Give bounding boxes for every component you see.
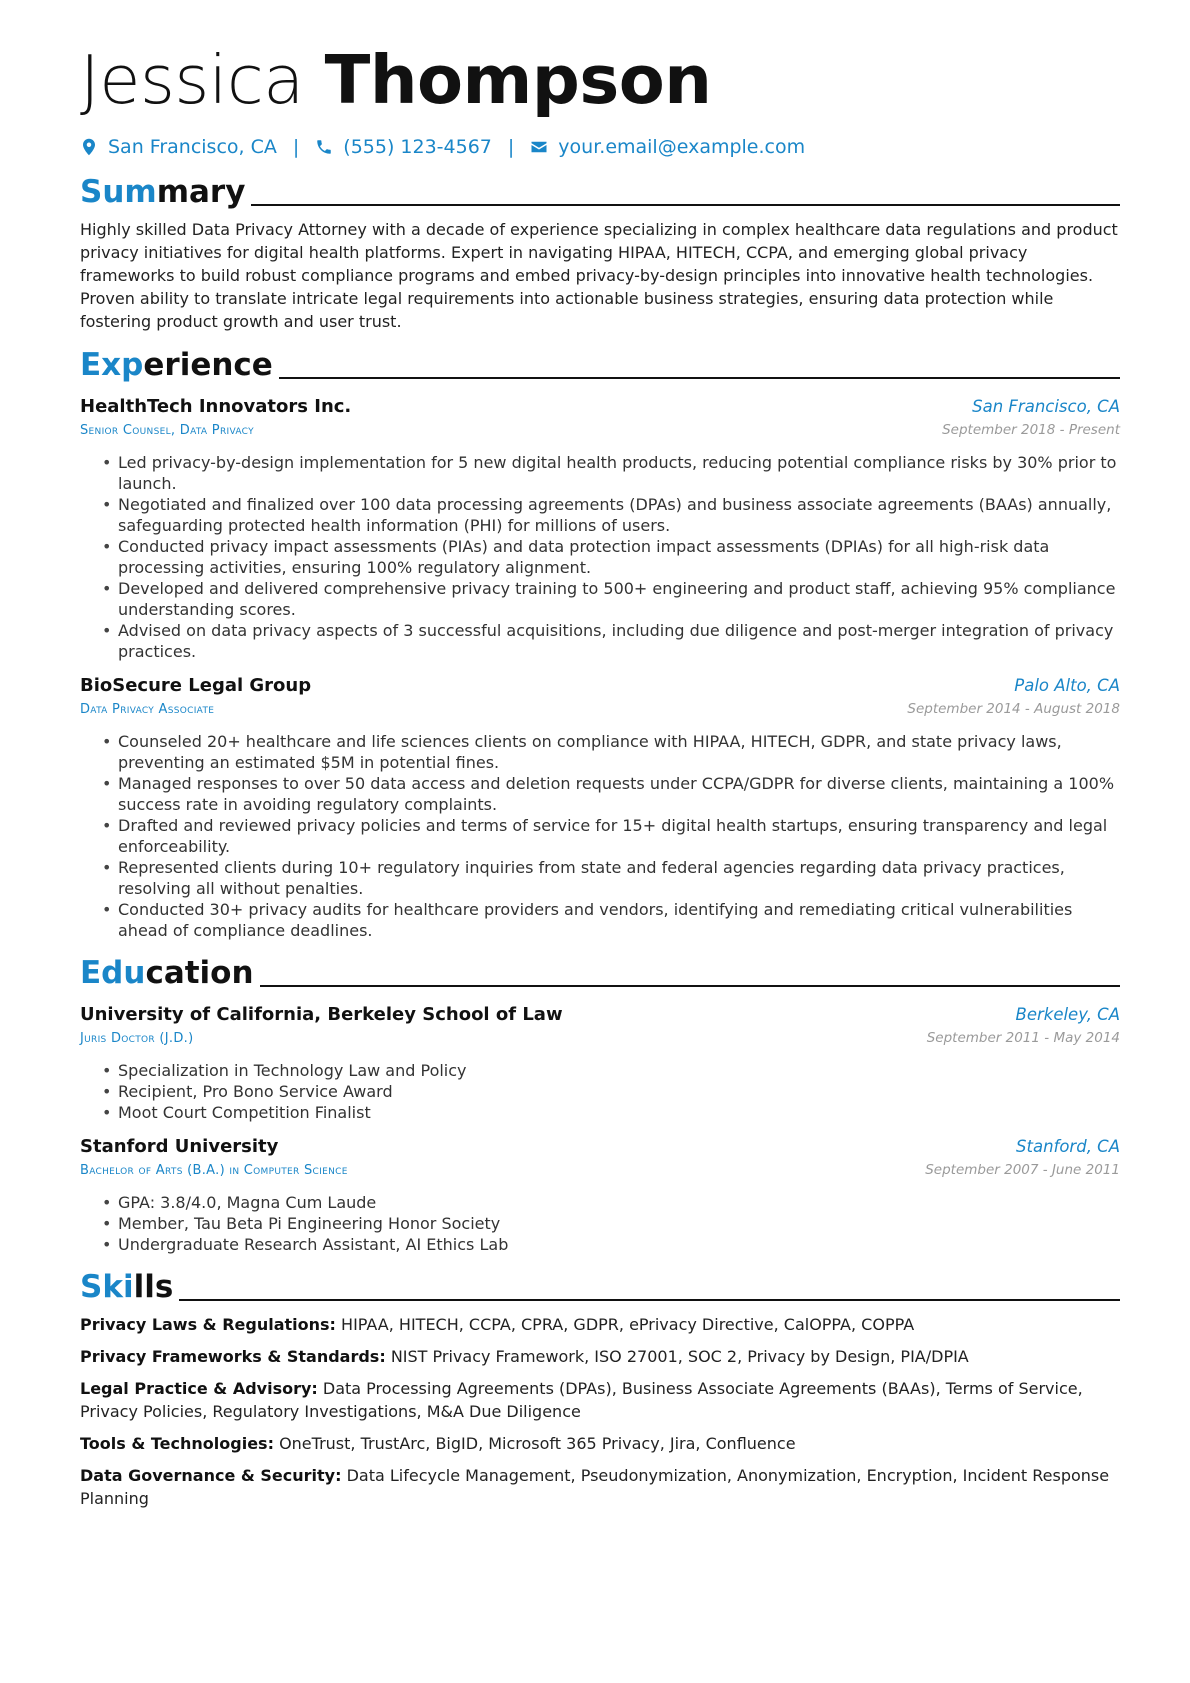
bullet-list [80, 452, 1120, 662]
entry-dates: September 2011 - May 2014 [926, 1030, 1120, 1046]
entry-location: San Francisco, CA [972, 397, 1120, 416]
resume-content [80, 40, 1120, 1519]
skills-list [80, 1313, 1120, 1510]
skill-value: OneTrust, TrustArc, BigID, Microsoft 365 Privacy, Jira, Confluence [279, 1434, 796, 1453]
list-item: • Developed and delivered comprehensive privacy training to 500+ engineering and product staff, achieving 95% compliance understanding scores. [118, 578, 1120, 620]
list-item: • Moot Court Competition Finalist [118, 1102, 1120, 1123]
school-name: University of California, Berkeley School of Law [80, 1004, 563, 1025]
section-rule [251, 204, 1120, 206]
skill-row [80, 1377, 1120, 1423]
skill-label: Privacy Frameworks & Standards: [80, 1347, 386, 1366]
degree: Juris Doctor (J.D.) [80, 1031, 194, 1046]
skill-row [80, 1432, 1120, 1455]
education-entry [80, 1135, 1120, 1255]
employer-name: HealthTech Innovators Inc. [80, 396, 352, 417]
education-heading [80, 955, 1120, 991]
last-name: Thompson [324, 41, 712, 119]
phone-icon [315, 138, 333, 156]
section-title [80, 1269, 173, 1305]
location-text: San Francisco, CA [108, 136, 277, 158]
list-item: • Negotiated and finalized over 100 data processing agreements (DPAs) and business associate agreements (BAAs) annually, safeguarding protected health information (PHI) for millions of users. [118, 494, 1120, 536]
phone-text: (555) 123-4567 [343, 136, 492, 158]
contact-phone[interactable] [315, 134, 492, 160]
skill-label: Tools & Technologies: [80, 1434, 274, 1453]
list-item: • Recipient, Pro Bono Service Award [118, 1081, 1120, 1102]
contact-line [80, 134, 1120, 160]
skill-value: Data Processing Agreements (DPAs), Business Associate Agreements (BAAs), Terms of Service, Privacy Policies, Regulatory Investigations, M&A Due Diligence [80, 1379, 1083, 1421]
experience-heading [80, 347, 1120, 383]
skills-heading [80, 1269, 1120, 1305]
list-item: • GPA: 3.8/4.0, Magna Cum Laude [118, 1192, 1120, 1213]
entry-location: Palo Alto, CA [1014, 676, 1120, 695]
skill-value: HIPAA, HITECH, CCPA, CPRA, GDPR, ePrivacy Directive, CalOPPA, COPPA [341, 1315, 915, 1334]
title-rest: erience [143, 347, 273, 383]
list-item: • Conducted 30+ privacy audits for healthcare providers and vendors, identifying and remediating critical vulnerabilities ahead of compliance deadlines. [118, 899, 1120, 941]
contact-separator: | [507, 136, 515, 158]
entry-dates: September 2014 - August 2018 [907, 701, 1120, 717]
entry-dates: September 2018 - Present [942, 422, 1120, 438]
skill-value: Data Lifecycle Management, Pseudonymization, Anonymization, Encryption, Incident Response Planning [80, 1466, 1110, 1508]
list-item: • Specialization in Technology Law and Policy [118, 1060, 1120, 1081]
title-accent: Edu [80, 955, 146, 991]
first-name: Jessica [80, 41, 304, 119]
skill-row [80, 1464, 1120, 1510]
skill-label: Data Governance & Security: [80, 1466, 342, 1485]
section-title [80, 955, 254, 991]
list-item: • Advised on data privacy aspects of 3 successful acquisitions, including due diligence and post-merger integration of privacy practices. [118, 620, 1120, 662]
summary-heading [80, 174, 1120, 210]
bullet-list [80, 1192, 1120, 1255]
title-rest: mary [156, 174, 246, 210]
envelope-icon [530, 138, 548, 156]
entry-location: Stanford, CA [1016, 1137, 1120, 1156]
employer-name: BioSecure Legal Group [80, 675, 312, 696]
experience-entry [80, 674, 1120, 941]
education-entry [80, 1003, 1120, 1123]
list-item: • Led privacy-by-design implementation for 5 new digital health products, reducing potential compliance risks by 30% prior to launch. [118, 452, 1120, 494]
section-title [80, 174, 245, 210]
degree: Bachelor of Arts (B.A.) in Computer Science [80, 1163, 348, 1178]
school-name: Stanford University [80, 1136, 279, 1157]
list-item: • Member, Tau Beta Pi Engineering Honor Society [118, 1213, 1120, 1234]
contact-separator: | [292, 136, 300, 158]
skill-label: Legal Practice & Advisory: [80, 1379, 318, 1398]
experience-entry [80, 395, 1120, 662]
map-pin-icon [80, 138, 98, 156]
job-title: Data Privacy Associate [80, 702, 215, 717]
list-item: • Counseled 20+ healthcare and life sciences clients on compliance with HIPAA, HITECH, GDPR, and state privacy laws, preventing an estimated $5M in potential fines. [118, 731, 1120, 773]
section-title [80, 347, 273, 383]
title-accent: Exp [80, 347, 144, 383]
title-rest: lls [133, 1269, 174, 1305]
email-link[interactable]: your.email@example.com [558, 136, 806, 158]
summary-text: Highly skilled Data Privacy Attorney with a decade of experience specializing in complex healthcare data regulations and product privacy initiatives for digital health platforms. Expert in navigating HIPAA, HITECH, CCPA, and emerging global privacy frameworks to build robust compliance programs and embed privacy-by-design principles into innovative health technologies. Proven ability to translate intricate legal requirements into actionable business strategies, ensuring data protection while fostering product growth and user trust. [80, 220, 1118, 331]
skill-row [80, 1313, 1120, 1336]
bullet-list [80, 1060, 1120, 1123]
section-rule [279, 377, 1120, 379]
job-title: Senior Counsel, Data Privacy [80, 423, 254, 438]
title-accent: Sum [80, 174, 157, 210]
list-item: • Drafted and reviewed privacy policies and terms of service for 15+ digital health startups, ensuring transparency and legal enforceability. [118, 815, 1120, 857]
skill-label: Privacy Laws & Regulations: [80, 1315, 336, 1334]
section-rule [260, 985, 1120, 987]
section-rule [179, 1299, 1120, 1301]
title-rest: cation [145, 955, 254, 991]
list-item: • Undergraduate Research Assistant, AI Ethics Lab [118, 1234, 1120, 1255]
skill-value: NIST Privacy Framework, ISO 27001, SOC 2, Privacy by Design, PIA/DPIA [390, 1347, 969, 1366]
contact-email[interactable] [530, 134, 805, 160]
skill-row [80, 1345, 1120, 1368]
entry-location: Berkeley, CA [1015, 1005, 1120, 1024]
list-item: • Represented clients during 10+ regulatory inquiries from state and federal agencies regarding data privacy practices, resolving all without penalties. [118, 857, 1120, 899]
list-item: • Managed responses to over 50 data access and deletion requests under CCPA/GDPR for diverse clients, maintaining a 100% success rate in avoiding regulatory complaints. [118, 773, 1120, 815]
candidate-name [80, 40, 1120, 120]
title-accent: Ski [80, 1269, 134, 1305]
entry-dates: September 2007 - June 2011 [925, 1162, 1120, 1178]
list-item: • Conducted privacy impact assessments (PIAs) and data protection impact assessments (DPIAs) for all high-risk data processing activities, ensuring 100% regulatory alignment. [118, 536, 1120, 578]
contact-location [80, 134, 277, 160]
bullet-list [80, 731, 1120, 941]
